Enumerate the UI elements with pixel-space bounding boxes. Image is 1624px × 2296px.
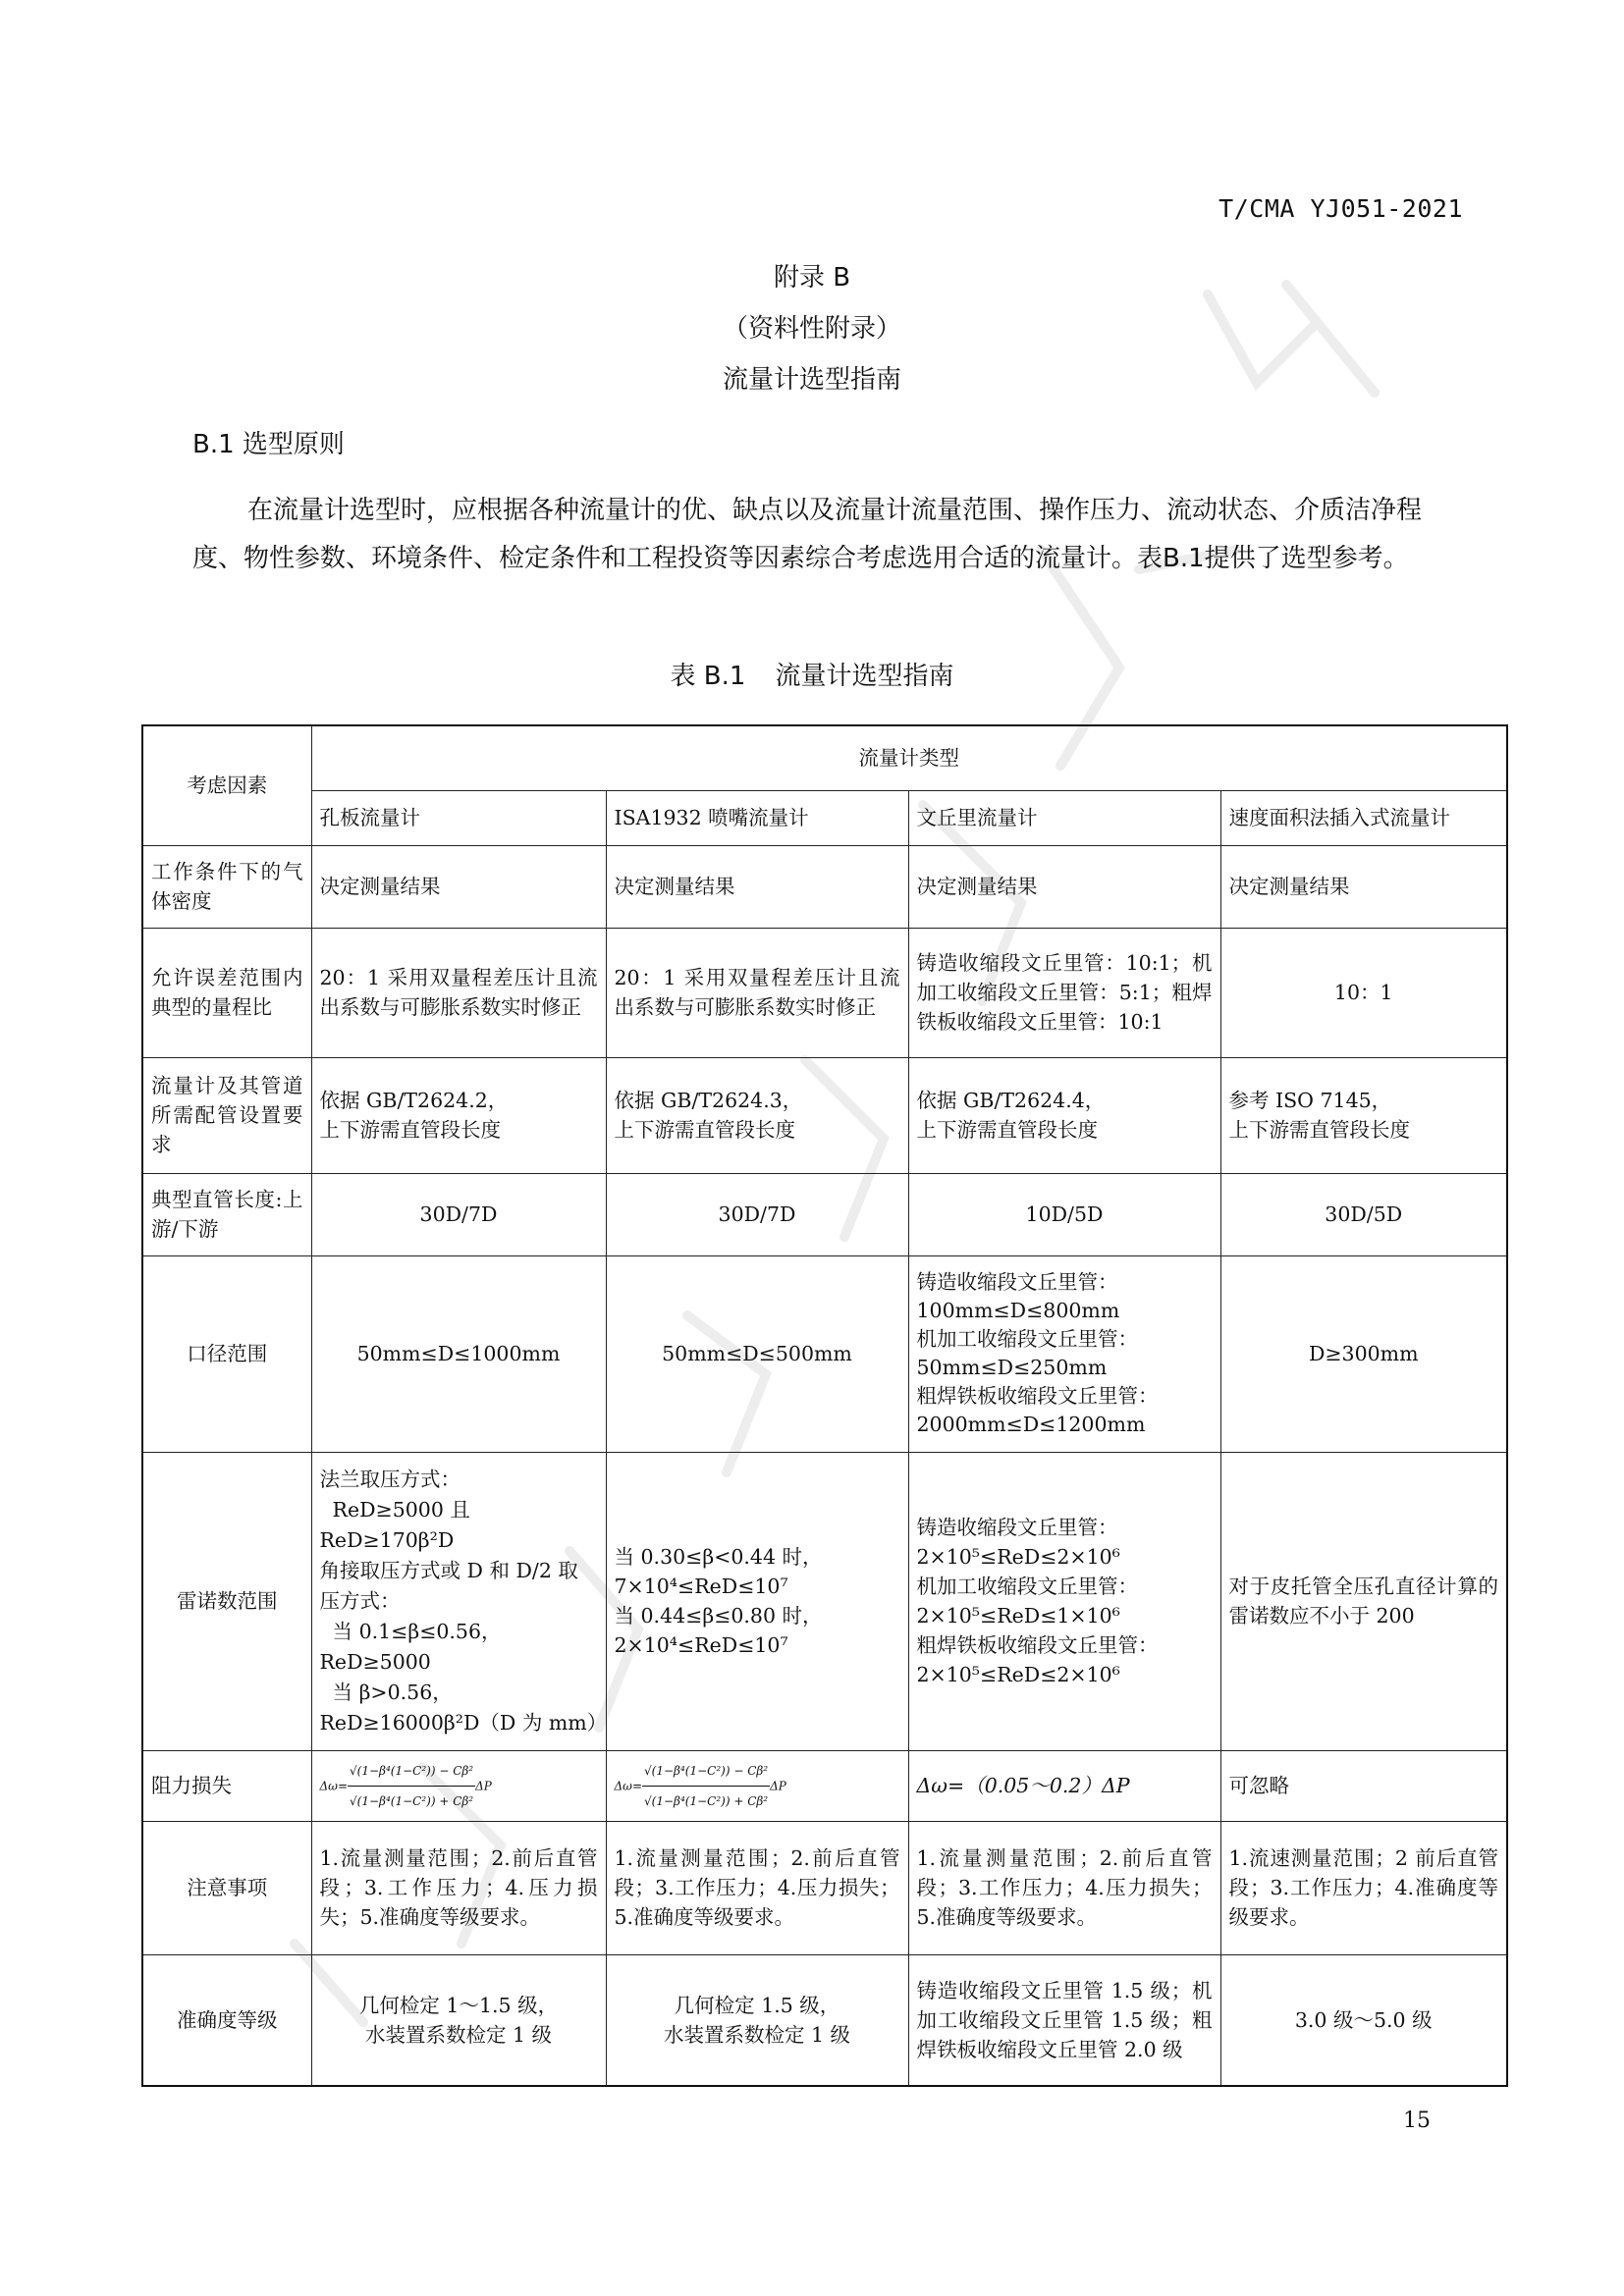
table-caption-id: 表 B.1	[670, 662, 746, 691]
row-factor-turndown: 允许误差范围内典型的量程比	[142, 928, 311, 1057]
table-caption-title: 流量计选型指南	[775, 662, 954, 691]
appendix-title: 流量计选型指南	[722, 365, 901, 395]
formula-lhs: Δω=	[614, 1779, 643, 1792]
table-cell: 决定测量结果	[1220, 845, 1507, 928]
flowmeter-selection-table	[141, 724, 1508, 2087]
table-cell: 20：1 采用双量程差压计且流出系数与可膨胀系数实时修正	[311, 928, 606, 1057]
column-header-nozzle: ISA1932 喷嘴流量计	[606, 790, 908, 845]
table-cell: 30D/5D	[1220, 1173, 1507, 1255]
table-cell: 几何检定 1～1.5 级， 水装置系数检定 1 级	[311, 1954, 606, 2086]
table-cell: 铸造收缩段文丘里管：10:1；机加工收缩段文丘里管：5:1；粗焊铁板收缩段文丘里管：10:1	[908, 928, 1220, 1057]
formula-denominator: √(1−β⁴(1−C²)) + Cβ²	[350, 1793, 474, 1808]
type-header: 流量计类型	[311, 725, 1507, 790]
column-header-venturi: 文丘里流量计	[908, 790, 1220, 845]
table-cell: 决定测量结果	[311, 845, 606, 928]
column-header-insertion: 速度面积法插入式流量计	[1220, 790, 1507, 845]
table-cell: 依据 GB/T2624.4， 上下游需直管段长度	[908, 1057, 1220, 1173]
table-cell: 对于皮托管全压孔直径计算的雷诺数应不小于 200	[1220, 1452, 1507, 1750]
table-cell: 10D/5D	[908, 1173, 1220, 1255]
appendix-label: 附录 B	[773, 263, 851, 293]
row-factor-straight-length: 典型直管长度:上游/下游	[142, 1173, 311, 1255]
table-cell: 1.流量测量范围；2.前后直管段；3.工作压力；4.压力损失；5.准确度等级要求。	[311, 1821, 606, 1954]
formula-denominator: √(1−β⁴(1−C²)) + Cβ²	[644, 1793, 769, 1808]
table-cell: 可忽略	[1220, 1750, 1507, 1821]
section-paragraph: 在流量计选型时，应根据各种流量计的优、缺点以及流量计流量范围、操作压力、流动状态、介质洁净程度、物性参数、环境条件、检定条件和工程投资等因素综合考虑选用合适的流量计。表B.1提供了选型参考。	[192, 496, 1423, 573]
table-cell: 当 0.30≤β<0.44 时， 7×10⁴≤ReD≤10⁷ 当 0.44≤β≤0.80 时， 2×10⁴≤ReD≤10⁷	[606, 1452, 908, 1750]
table-cell: Δω=（0.05～0.2）ΔP	[908, 1750, 1220, 1821]
table-cell: 铸造收缩段文丘里管 1.5 级；机加工收缩段文丘里管 1.5 级；粗焊铁板收缩段文丘里管 2.0 级	[908, 1954, 1220, 2086]
column-header-orifice: 孔板流量计	[311, 790, 606, 845]
table-cell: 10：1	[1220, 928, 1507, 1057]
table-cell: 30D/7D	[606, 1173, 908, 1255]
row-factor-diameter-range: 口径范围	[142, 1255, 311, 1452]
table-cell: 1.流量测量范围；2.前后直管段；3.工作压力；4.压力损失；5.准确度等级要求。	[606, 1821, 908, 1954]
formula-rhs: ΔP	[475, 1779, 492, 1792]
pressure-loss-formula-orifice	[311, 1750, 606, 1821]
table-cell: 几何检定 1.5 级， 水装置系数检定 1 级	[606, 1954, 908, 2086]
table-cell: 法兰取压方式： ReD≥5000 且 ReD≥170β²D 角接取压方式或 D 和 D/2 取压方式： 当 0.1≤β≤0.56，ReD≥5000 当 β>0.56，ReD≥16000β²D（D 为 mm）	[311, 1452, 606, 1750]
table-cell: 决定测量结果	[908, 845, 1220, 928]
row-factor-accuracy: 准确度等级	[142, 1954, 311, 2086]
appendix-type: （资料性附录）	[722, 314, 901, 344]
table-cell: D≥300mm	[1220, 1255, 1507, 1452]
table-cell: 20：1 采用双量程差压计且流出系数与可膨胀系数实时修正	[606, 928, 908, 1057]
page-number: 15	[1403, 2109, 1431, 2133]
formula-rhs: ΔP	[770, 1779, 786, 1792]
row-factor-piping: 流量计及其管道所需配管设置要求	[142, 1057, 311, 1173]
formula-numerator: √(1−β⁴(1−C²)) − Cβ²	[642, 1756, 770, 1787]
factor-header: 考虑因素	[142, 725, 311, 845]
table-cell: 50mm≤D≤1000mm	[311, 1255, 606, 1452]
table-cell: 参考 ISO 7145， 上下游需直管段长度	[1220, 1057, 1507, 1173]
table-cell: 依据 GB/T2624.3， 上下游需直管段长度	[606, 1057, 908, 1173]
table-cell: 决定测量结果	[606, 845, 908, 928]
table-cell: 50mm≤D≤500mm	[606, 1255, 908, 1452]
row-factor-gas-density: 工作条件下的气体密度	[142, 845, 311, 928]
row-factor-notes: 注意事项	[142, 1821, 311, 1954]
row-factor-reynolds-range: 雷诺数范围	[142, 1452, 311, 1750]
table-cell: 30D/7D	[311, 1173, 606, 1255]
table-cell: 依据 GB/T2624.2， 上下游需直管段长度	[311, 1057, 606, 1173]
table-cell: 1.流量测量范围；2.前后直管段；3.工作压力；4.压力损失；5.准确度等级要求。	[908, 1821, 1220, 1954]
table-cell: 铸造收缩段文丘里管： 100mm≤D≤800mm 机加工收缩段文丘里管： 50mm≤D≤250mm 粗焊铁板收缩段文丘里管： 2000mm≤D≤1200mm	[908, 1255, 1220, 1452]
document-code: T/CMA YJ051-2021	[1218, 194, 1463, 223]
formula-numerator: √(1−β⁴(1−C²)) − Cβ²	[348, 1756, 475, 1787]
table-cell: 铸造收缩段文丘里管： 2×10⁵≤ReD≤2×10⁶ 机加工收缩段文丘里管： 2×10⁵≤ReD≤1×10⁶ 粗焊铁板收缩段文丘里管： 2×10⁵≤ReD≤2×10⁶	[908, 1452, 1220, 1750]
pressure-loss-formula-nozzle	[606, 1750, 908, 1821]
formula-lhs: Δω=	[319, 1779, 349, 1792]
row-factor-pressure-loss: 阻力损失	[142, 1750, 311, 1821]
table-cell: 3.0 级～5.0 级	[1220, 1954, 1507, 2086]
table-caption	[0, 656, 1624, 692]
table-cell: 1.流速测量范围；2 前后直管段；3.工作压力；4.准确度等级要求。	[1220, 1821, 1507, 1954]
section-heading: B.1 选型原则	[192, 430, 345, 459]
